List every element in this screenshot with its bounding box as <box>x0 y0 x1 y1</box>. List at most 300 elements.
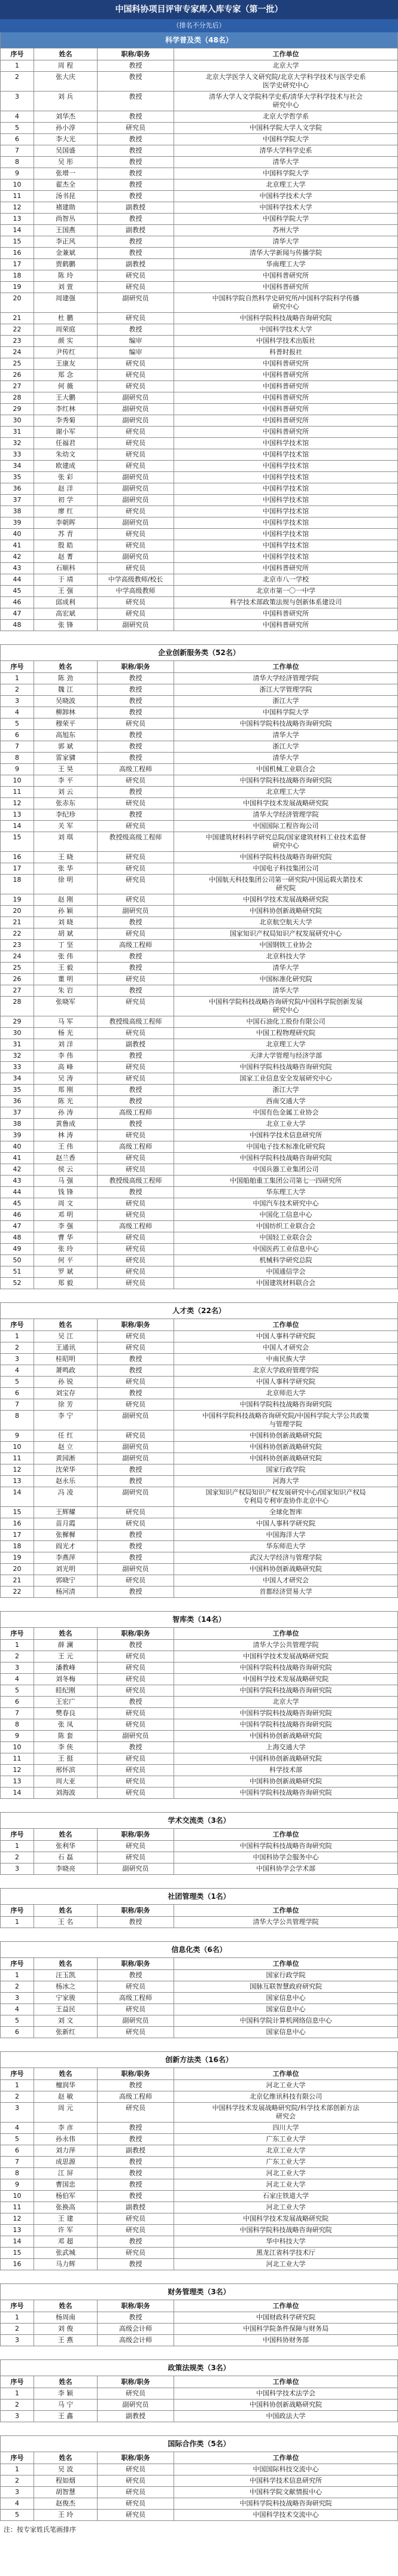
table-row <box>1 179 397 191</box>
cell-org: 北京大学 <box>272 62 299 69</box>
cell-no: 14 <box>1 1487 34 1506</box>
cell-title: 高级工程师 <box>98 1993 174 2003</box>
cell-title: 教授 <box>98 1476 174 1487</box>
cell-no: 8 <box>1 1411 34 1430</box>
column-header-row <box>1 1958 397 1970</box>
cell-no: 33 <box>1 1062 34 1073</box>
cell-name: 赵 洋 <box>34 483 98 494</box>
cell-no: 25 <box>1 963 34 973</box>
cell-org: 中国科学院科技战略咨询研究院 <box>239 1789 332 1796</box>
cell-no: 12 <box>1 1464 34 1475</box>
column-header-title: 职称/职务 <box>98 1829 174 1840</box>
cell-title: 副研究员 <box>98 1487 174 1506</box>
cell-title: 副教授 <box>98 2145 174 2156</box>
table-row <box>1 1453 397 1464</box>
cell-name: 马力辉 <box>34 2259 98 2270</box>
table-row <box>1 1640 397 1651</box>
cell-title: 副教授 <box>98 2411 174 2422</box>
cell-name: 刘 云 <box>34 787 98 797</box>
cell-title: 研究员 <box>98 1708 174 1719</box>
cell-name: 邢怀滨 <box>34 1765 98 1776</box>
cell-name: 江 屏 <box>34 2168 98 2179</box>
table-row <box>1 483 397 495</box>
cell-no: 20 <box>1 1564 34 1575</box>
table-row <box>1 1016 397 1028</box>
cell-no: 26 <box>1 974 34 985</box>
table-row <box>1 2157 397 2168</box>
table-row <box>1 696 397 707</box>
section-title: 人才类（22名） <box>1 1303 397 1319</box>
section-8 <box>0 2051 398 2270</box>
table-row <box>1 1464 397 1476</box>
cell-no: 10 <box>1 1742 34 1753</box>
cell-org: 中国国际工程咨询公司 <box>253 822 319 830</box>
cell-org: 北京亿维讯科技有限公司 <box>250 2093 322 2100</box>
cell-name: 张樨樨 <box>34 1530 98 1540</box>
cell-name: 孙 锐 <box>34 1377 98 1387</box>
cell-title: 副研究员 <box>98 1564 174 1575</box>
table-row <box>1 495 397 506</box>
cell-org: 中国科普研究所 <box>263 382 309 390</box>
column-header-no: 序号 <box>1 1905 34 1916</box>
table-row <box>1 134 397 145</box>
cell-name: 成思源 <box>34 2157 98 2167</box>
cell-org <box>174 293 397 312</box>
table-row <box>1 1411 397 1430</box>
org-line: 研究中心 <box>272 101 299 109</box>
table-row <box>1 730 397 741</box>
table-row <box>1 1476 397 1487</box>
org-line: 研究中心 <box>272 1006 299 1014</box>
cell-org: 中国科学院科技战略咨询研究院 <box>239 777 332 784</box>
cell-org: 中国科协学会学术部 <box>256 1865 315 1872</box>
cell-no: 3 <box>1 1354 34 1365</box>
table-row <box>1 741 397 753</box>
cell-no: 11 <box>1 2202 34 2213</box>
cell-title: 副研究员 <box>98 552 174 562</box>
org-line: 北京大学医学人文研究院/北京大学科学技术与医学史系 <box>205 73 366 81</box>
cell-name: 殷 皓 <box>34 540 98 551</box>
cell-title: 教授 <box>98 1541 174 1552</box>
cell-name: 马 军 <box>34 1016 98 1027</box>
cell-org: 清华大学新闻与传播学院 <box>250 249 322 257</box>
cell-title: 研究员 <box>98 928 174 939</box>
cell-org <box>174 92 397 111</box>
table-row <box>1 1141 397 1153</box>
cell-name: 何 薇 <box>34 381 98 392</box>
table-row <box>1 1917 397 1928</box>
cell-title: 教授 <box>98 60 174 71</box>
cell-name: 桂昭明 <box>34 1354 98 1365</box>
cell-org: 中国科普研究所 <box>263 405 309 413</box>
cell-title: 研究员 <box>98 2004 174 2015</box>
cell-no: 31 <box>1 1039 34 1050</box>
column-header-no: 序号 <box>1 1319 34 1330</box>
cell-name: 周荣庭 <box>34 324 98 335</box>
cell-no: 18 <box>1 875 34 894</box>
cell-name: 柳卸林 <box>34 707 98 718</box>
cell-name: 孙小淳 <box>34 123 98 133</box>
cell-org: 中国建筑材料联合会 <box>256 1279 315 1287</box>
cell-name: 赵 菁 <box>34 552 98 562</box>
table-row <box>1 2213 397 2225</box>
column-header-name: 姓名 <box>34 1319 98 1330</box>
cell-name: 曹 华 <box>34 1232 98 1243</box>
cell-no: 1 <box>1 1331 34 1342</box>
table-row <box>1 517 397 529</box>
cell-no: 4 <box>1 1365 34 1376</box>
cell-org: 中国人事科学研究院 <box>256 1520 315 1527</box>
cell-org: 全球化智库 <box>269 1508 302 1516</box>
cell-name: 李红林 <box>34 404 98 415</box>
cell-title: 研究员 <box>98 2103 174 2122</box>
cell-no: 3 <box>1 92 34 111</box>
table-row <box>1 506 397 517</box>
cell-name: 王 强 <box>34 586 98 596</box>
org-line: 中国科学技术发展战略研究院/科学技术部创新方法 <box>212 2104 360 2112</box>
section-6 <box>0 1888 398 1928</box>
cell-no: 1 <box>1 1640 34 1651</box>
column-header-row <box>1 1829 397 1841</box>
cell-name: 沈荣华 <box>34 1464 98 1475</box>
cell-title: 研究员 <box>98 1430 174 1441</box>
cell-org: 北京科技大学 <box>266 952 306 960</box>
column-header-org: 工作单位 <box>272 2070 299 2078</box>
cell-no: 22 <box>1 1587 34 1597</box>
column-header-no: 序号 <box>1 1958 34 1969</box>
table-row <box>1 168 397 179</box>
column-header-name: 姓名 <box>34 1628 98 1639</box>
cell-title: 教授 <box>98 2168 174 2179</box>
table-row <box>1 1552 397 1564</box>
cell-no: 3 <box>1 1993 34 2003</box>
cell-title: 教授 <box>98 1354 174 1365</box>
cell-name: 李朝晖 <box>34 517 98 528</box>
cell-org: 中国科学技术发展战略研究院 <box>243 1652 329 1660</box>
cell-name: 王大鹏 <box>34 392 98 403</box>
cell-name: 赵俊杰 <box>34 2498 98 2509</box>
cell-name: 吴国盛 <box>34 145 98 156</box>
cell-title: 副教授 <box>98 259 174 270</box>
cell-title: 编审 <box>98 347 174 358</box>
cell-org: 国家信息中心 <box>266 2005 306 2013</box>
table-row <box>1 347 397 358</box>
cell-org: 国家知识产权局知识产权发展研究中心 <box>230 930 342 937</box>
cell-title: 教授 <box>98 730 174 741</box>
cell-org: 中国政法大学 <box>266 2412 306 2420</box>
cell-org <box>174 2103 397 2122</box>
table-row <box>1 1096 397 1107</box>
cell-title: 研究员 <box>98 1164 174 1175</box>
cell-name: 钱 锋 <box>34 1187 98 1198</box>
cell-no: 34 <box>1 1073 34 1084</box>
cell-title: 高级工程师 <box>98 1107 174 1118</box>
cell-title: 教授 <box>98 707 174 718</box>
cell-title: 研究员 <box>98 863 174 874</box>
table-row <box>1 358 397 370</box>
table-row <box>1 191 397 202</box>
table-row <box>1 1674 397 1685</box>
cell-title: 研究员 <box>98 1266 174 1277</box>
cell-title: 研究员 <box>98 1662 174 1673</box>
cell-no: 11 <box>1 1753 34 1764</box>
cell-title: 研究员 <box>98 2510 174 2520</box>
cell-org: 北京大学政府管理学院 <box>253 1366 319 1374</box>
cell-no: 4 <box>1 2004 34 2015</box>
cell-title: 高级工程师 <box>98 940 174 951</box>
cell-no: 7 <box>1 145 34 156</box>
section-title: 国际合作类（5名） <box>1 2436 397 2452</box>
cell-title: 教授级高级工程师 <box>98 832 174 851</box>
cell-title: 研究员 <box>98 2487 174 2498</box>
section-title: 科学普及类（48名） <box>1 32 397 48</box>
cell-org: 上海交通大学 <box>266 1743 306 1751</box>
cell-org: 华南理工大学 <box>266 260 306 268</box>
table-row <box>1 798 397 809</box>
table-row <box>1 1507 397 1518</box>
cell-no: 23 <box>1 940 34 951</box>
cell-no: 24 <box>1 951 34 962</box>
cell-title: 教授 <box>98 917 174 928</box>
cell-org: 中国科学技术馆 <box>263 485 309 492</box>
column-header-row <box>1 2300 397 2312</box>
cell-title: 教授 <box>98 1388 174 1399</box>
cell-no: 14 <box>1 821 34 832</box>
cell-title: 研究员 <box>98 1575 174 1586</box>
cell-org: 清华大学 <box>272 986 299 994</box>
cell-org <box>174 1411 397 1430</box>
cell-title: 教授 <box>98 1970 174 1981</box>
cell-no: 41 <box>1 540 34 551</box>
table-row <box>1 336 397 347</box>
cell-name: 潘教峰 <box>34 1662 98 1673</box>
cell-no: 3 <box>1 2487 34 2498</box>
cell-org: 北京航空航天大学 <box>259 918 312 926</box>
cell-no: 36 <box>1 1096 34 1107</box>
cell-org: 北京师范大学 <box>266 1389 306 1397</box>
cell-name: 刘 琪 <box>34 832 98 851</box>
cell-title: 教授 <box>98 684 174 695</box>
table-row <box>1 1697 397 1708</box>
cell-name: 贾鹤鹏 <box>34 259 98 270</box>
table-row <box>1 1342 397 1354</box>
cell-org: 中国人事科学研究院 <box>256 1378 315 1386</box>
cell-org: 中国机械工业联合会 <box>256 765 315 773</box>
cell-org: 中国纺织工业联合会 <box>256 1222 315 1230</box>
table-row <box>1 2236 397 2248</box>
cell-no: 44 <box>1 1187 34 1198</box>
table-row <box>1 852 397 863</box>
cell-title: 副研究员 <box>98 293 174 312</box>
cell-title: 教授级高级工程师 <box>98 1176 174 1186</box>
cell-org: 中国工程物理研究院 <box>256 1029 315 1037</box>
cell-org: 中国国际科技交流中心 <box>253 2465 319 2473</box>
cell-name: 李 颖 <box>34 2388 98 2399</box>
cell-name: 颜 实 <box>34 336 98 346</box>
table-row <box>1 1278 397 1289</box>
cell-title: 教授 <box>98 1742 174 1753</box>
cell-title: 教授 <box>98 1119 174 1129</box>
cell-org: 清华大学 <box>272 754 299 762</box>
cell-org: 中国化工信息中心 <box>259 1211 312 1219</box>
cell-name: 朱 岩 <box>34 985 98 996</box>
cell-name: 李 强 <box>34 1221 98 1232</box>
section-title: 信息化类（6名） <box>1 1942 397 1958</box>
cell-title: 高级工程师 <box>98 1141 174 1152</box>
cell-org: 中国科学院大学 <box>263 135 309 143</box>
cell-name: 王 燕 <box>34 2335 98 2346</box>
cell-title: 教授 <box>98 741 174 752</box>
org-line: 专利局专利审查协作北京中心 <box>243 1497 329 1505</box>
table-row <box>1 2145 397 2157</box>
cell-org: 北京工业大学 <box>266 1120 306 1128</box>
cell-org <box>174 72 397 91</box>
cell-org: 清华大学 <box>272 158 299 166</box>
cell-org: 中国科学院大学 <box>263 215 309 223</box>
cell-org: 中国通信学会 <box>266 1268 306 1275</box>
table-row <box>1 1765 397 1776</box>
cell-name: 李秀菊 <box>34 415 98 426</box>
cell-name: 王 玲 <box>34 2510 98 2520</box>
cell-no: 40 <box>1 529 34 540</box>
cell-name: 翟杰全 <box>34 179 98 190</box>
table-row <box>1 438 397 449</box>
cell-name: 魏 江 <box>34 684 98 695</box>
column-header-no: 序号 <box>1 2452 34 2464</box>
cell-title: 研究员 <box>98 1073 174 1084</box>
cell-org: 中国科学院科技战略咨询研究院 <box>239 1063 332 1071</box>
table-row <box>1 1377 397 1388</box>
cell-title: 中学高级教师/校长 <box>98 574 174 585</box>
cell-org <box>174 832 397 851</box>
cell-title: 教授 <box>98 2312 174 2323</box>
table-row <box>1 2004 397 2015</box>
cell-title: 副研究员 <box>98 1731 174 1741</box>
column-header-org: 工作单位 <box>272 50 299 58</box>
cell-no: 12 <box>1 202 34 213</box>
table-row <box>1 875 397 894</box>
cell-title: 副研究员 <box>98 392 174 403</box>
cell-org <box>174 997 397 1016</box>
cell-name: 尹传红 <box>34 347 98 358</box>
org-line: 国家知识产权局知识产权发展研究中心/国家知识产权局 <box>205 1488 366 1496</box>
cell-no: 2 <box>1 1342 34 1353</box>
cell-name: 赵 敏 <box>34 2091 98 2102</box>
cell-no: 42 <box>1 552 34 562</box>
cell-title: 研究员 <box>98 718 174 729</box>
org-line: 研究会 <box>276 2112 296 2120</box>
cell-no: 7 <box>1 2157 34 2167</box>
column-header-title: 职称/职务 <box>98 1628 174 1639</box>
cell-no: 1 <box>1 2464 34 2475</box>
cell-org: 中国科学院大学 <box>263 708 309 716</box>
table-row <box>1 214 397 225</box>
cell-title: 教授 <box>98 1587 174 1597</box>
cell-no: 32 <box>1 1051 34 1061</box>
cell-title: 研究员 <box>98 798 174 809</box>
cell-org: 中国科学院科技战略咨询研究院 <box>239 1664 332 1671</box>
cell-name: 穆荣平 <box>34 718 98 729</box>
cell-name: 吴 涛 <box>34 1073 98 1084</box>
cell-org: 武汉大学经济与管理学院 <box>250 1554 322 1561</box>
cell-no: 27 <box>1 985 34 996</box>
cell-no: 17 <box>1 1530 34 1540</box>
cell-name: 欧建成 <box>34 461 98 471</box>
column-header-no: 序号 <box>1 1829 34 1840</box>
cell-no: 9 <box>1 1430 34 1441</box>
cell-title: 教授 <box>98 134 174 145</box>
table-row <box>1 1970 397 1981</box>
cell-name: 金兼斌 <box>34 248 98 258</box>
table-row <box>1 764 397 775</box>
table-row <box>1 832 397 852</box>
cell-title: 中学高级教师 <box>98 586 174 596</box>
section-title: 财务管理类（3名） <box>1 2284 397 2300</box>
cell-name: 张换高 <box>34 2202 98 2213</box>
column-header-title: 职称/职务 <box>98 2300 174 2312</box>
cell-org: 中国科普研究所 <box>263 272 309 279</box>
cell-title: 研究员 <box>98 1028 174 1039</box>
cell-no: 44 <box>1 574 34 585</box>
table-row <box>1 1662 397 1674</box>
cell-org: 中国兵器工业集团公司 <box>253 1165 319 1173</box>
cell-name: 张新红 <box>34 2027 98 2038</box>
table-row <box>1 2123 397 2134</box>
cell-no: 11 <box>1 1453 34 1464</box>
column-header-org: 工作单位 <box>272 2454 299 2462</box>
cell-name: 陈 玲 <box>34 270 98 281</box>
table-row <box>1 1788 397 1799</box>
cell-title: 研究员 <box>98 1331 174 1342</box>
cell-title: 教授 <box>98 1530 174 1540</box>
footer-note: 注：按专家姓氏笔画排序 <box>4 2526 76 2534</box>
org-line: 研究中心 <box>272 303 299 310</box>
cell-title: 教授 <box>98 1640 174 1651</box>
table-row <box>1 1073 397 1085</box>
table-row <box>1 461 397 472</box>
cell-no: 1 <box>1 2312 34 2323</box>
cell-name: 王辉耀 <box>34 1507 98 1518</box>
cell-name: 苏 青 <box>34 529 98 540</box>
cell-no: 19 <box>1 894 34 905</box>
cell-no: 22 <box>1 324 34 335</box>
cell-org: 国家信息中心 <box>266 2028 306 2036</box>
cell-org: 中国科学技术馆 <box>263 439 309 447</box>
cell-title: 副研究员 <box>98 483 174 494</box>
column-header-title: 职称/职务 <box>98 1958 174 1969</box>
cell-no: 46 <box>1 597 34 608</box>
cell-no: 2 <box>1 2475 34 2486</box>
cell-org: 清华大学经济管理学院 <box>253 811 319 818</box>
cell-name: 张大庆 <box>34 72 98 91</box>
cell-title: 研究员 <box>98 358 174 369</box>
org-line: 中国航天科技集团公司第一研究院/中国运载火箭技术 <box>209 876 363 884</box>
cell-title: 研究员 <box>98 1981 174 1992</box>
table-row <box>1 1487 397 1507</box>
cell-no: 19 <box>1 1552 34 1563</box>
cell-no: 17 <box>1 863 34 874</box>
cell-name: 刘 洋 <box>34 1039 98 1050</box>
cell-org: 清华大学 <box>272 237 299 245</box>
table-row <box>1 449 397 461</box>
cell-name: 赵 立 <box>34 1442 98 1453</box>
table-row <box>1 2464 397 2475</box>
table-row <box>1 2027 397 2038</box>
cell-no: 14 <box>1 1788 34 1798</box>
cell-title: 教授 <box>98 248 174 258</box>
cell-name: 廖 红 <box>34 506 98 517</box>
cell-title: 教授 <box>98 809 174 820</box>
